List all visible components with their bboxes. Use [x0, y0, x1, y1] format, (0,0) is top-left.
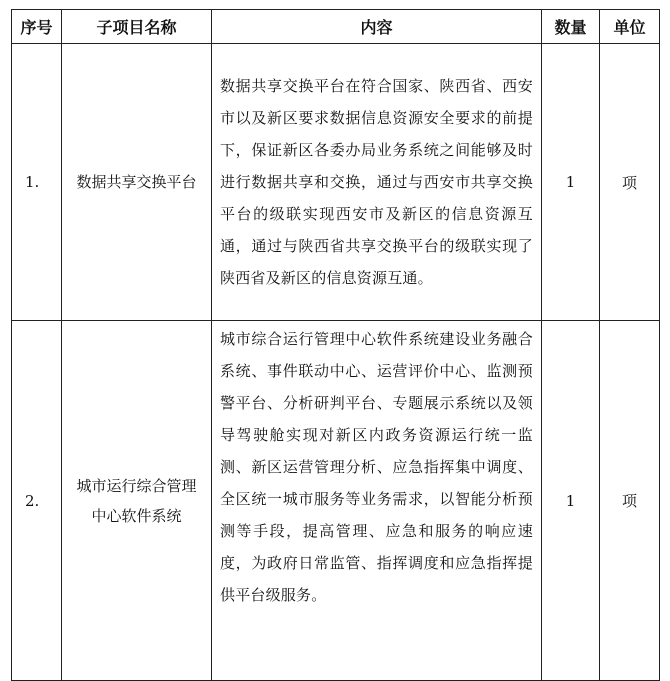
row-quantity: 1 [542, 321, 600, 681]
row-index: 2. [12, 321, 62, 681]
table-row [12, 44, 660, 321]
table-row [12, 321, 660, 681]
header-index: 序号 [12, 10, 62, 44]
project-items-table [11, 9, 660, 681]
header-content: 内容 [212, 10, 542, 44]
header-quantity: 数量 [542, 10, 600, 44]
row-unit: 项 [600, 44, 660, 321]
header-name: 子项目名称 [62, 10, 212, 44]
row-name: 城市运行综合管理中心软件系统 [62, 321, 212, 681]
row-name: 数据共享交换平台 [62, 44, 212, 321]
row-content: 城市综合运行管理中心软件系统建设业务融合系统、事件联动中心、运营评价中心、监测预警平台、分析研判平台、专题展示系统以及领导驾驶舱实现对新区内政务资源运行统一监测、新区运营管理分析、应急指挥集中调度、全区统一城市服务等业务需求，以智能分析预测等手段，提高管理、应急和服务的响应速度，为政府日常监管、指挥调度和应急指挥提供平台级服务。 [212, 321, 542, 681]
row-content: 数据共享交换平台在符合国家、陕西省、西安市以及新区要求数据信息资源安全要求的前提下，保证新区各委办局业务系统之间能够及时进行数据共享和交换，通过与西安市共享交换平台的级联实现西安市及新区的信息资源互通，通过与陕西省共享交换平台的级联实现了陕西省及新区的信息资源互通。 [212, 44, 542, 321]
header-unit: 单位 [600, 10, 660, 44]
row-index: 1. [12, 44, 62, 321]
table-header-row [12, 10, 660, 44]
row-unit: 项 [600, 321, 660, 681]
row-quantity: 1 [542, 44, 600, 321]
